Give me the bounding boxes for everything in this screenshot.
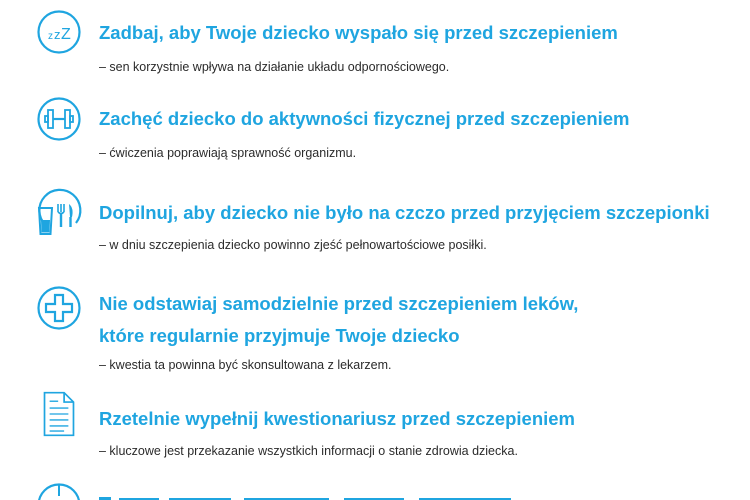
svg-text:Z: Z [61, 26, 71, 43]
advice-description: – kluczowe jest przekazanie wszystkich informacji o stanie zdrowia dziecka. [99, 444, 518, 458]
svg-text:z: z [48, 31, 53, 42]
advice-title [99, 403, 575, 435]
partial-title-fragment [99, 492, 519, 500]
advice-description: – w dniu szczepienia dziecko powinno zjeść pełnowartościowe posiłki. [99, 238, 487, 252]
advice-title-line: Rzetelnie wypełnij kwestionariusz przed szczepieniem [99, 408, 576, 429]
advice-title [99, 288, 578, 352]
svg-text:z: z [54, 27, 61, 42]
advice-title-line: Zachęć dziecko do aktywności fizycznej przed szczepieniem [99, 108, 630, 129]
advice-title [99, 103, 630, 135]
advice-title-line: Nie odstawiaj samodzielnie przed szczepieniem leków, [99, 293, 579, 314]
advice-title [99, 17, 618, 49]
dumbbell-icon [37, 96, 81, 142]
advice-title-line: które regularnie przyjmuje Twoje dziecko [99, 325, 460, 346]
advice-title-line: Zadbaj, aby Twoje dziecko wyspało się przed szczepieniem [99, 22, 618, 43]
glass-fork-knife-icon [37, 190, 81, 236]
questionnaire-document-icon [37, 391, 81, 437]
partial-circle-icon [37, 482, 81, 500]
advice-title-line: Dopilnuj, aby dziecko nie było na czczo przed przyjęciem szczepionki [99, 202, 710, 223]
advice-description: – kwestia ta powinna być skonsultowana z lekarzem. [99, 358, 392, 372]
advice-description: – sen korzystnie wpływa na działanie układu odpornościowego. [99, 60, 450, 74]
advice-description: – ćwiczenia poprawiają sprawność organizmu. [99, 146, 357, 160]
sleep-zzz-icon [37, 9, 81, 55]
advice-title [99, 197, 710, 229]
medical-cross-icon [37, 285, 81, 331]
